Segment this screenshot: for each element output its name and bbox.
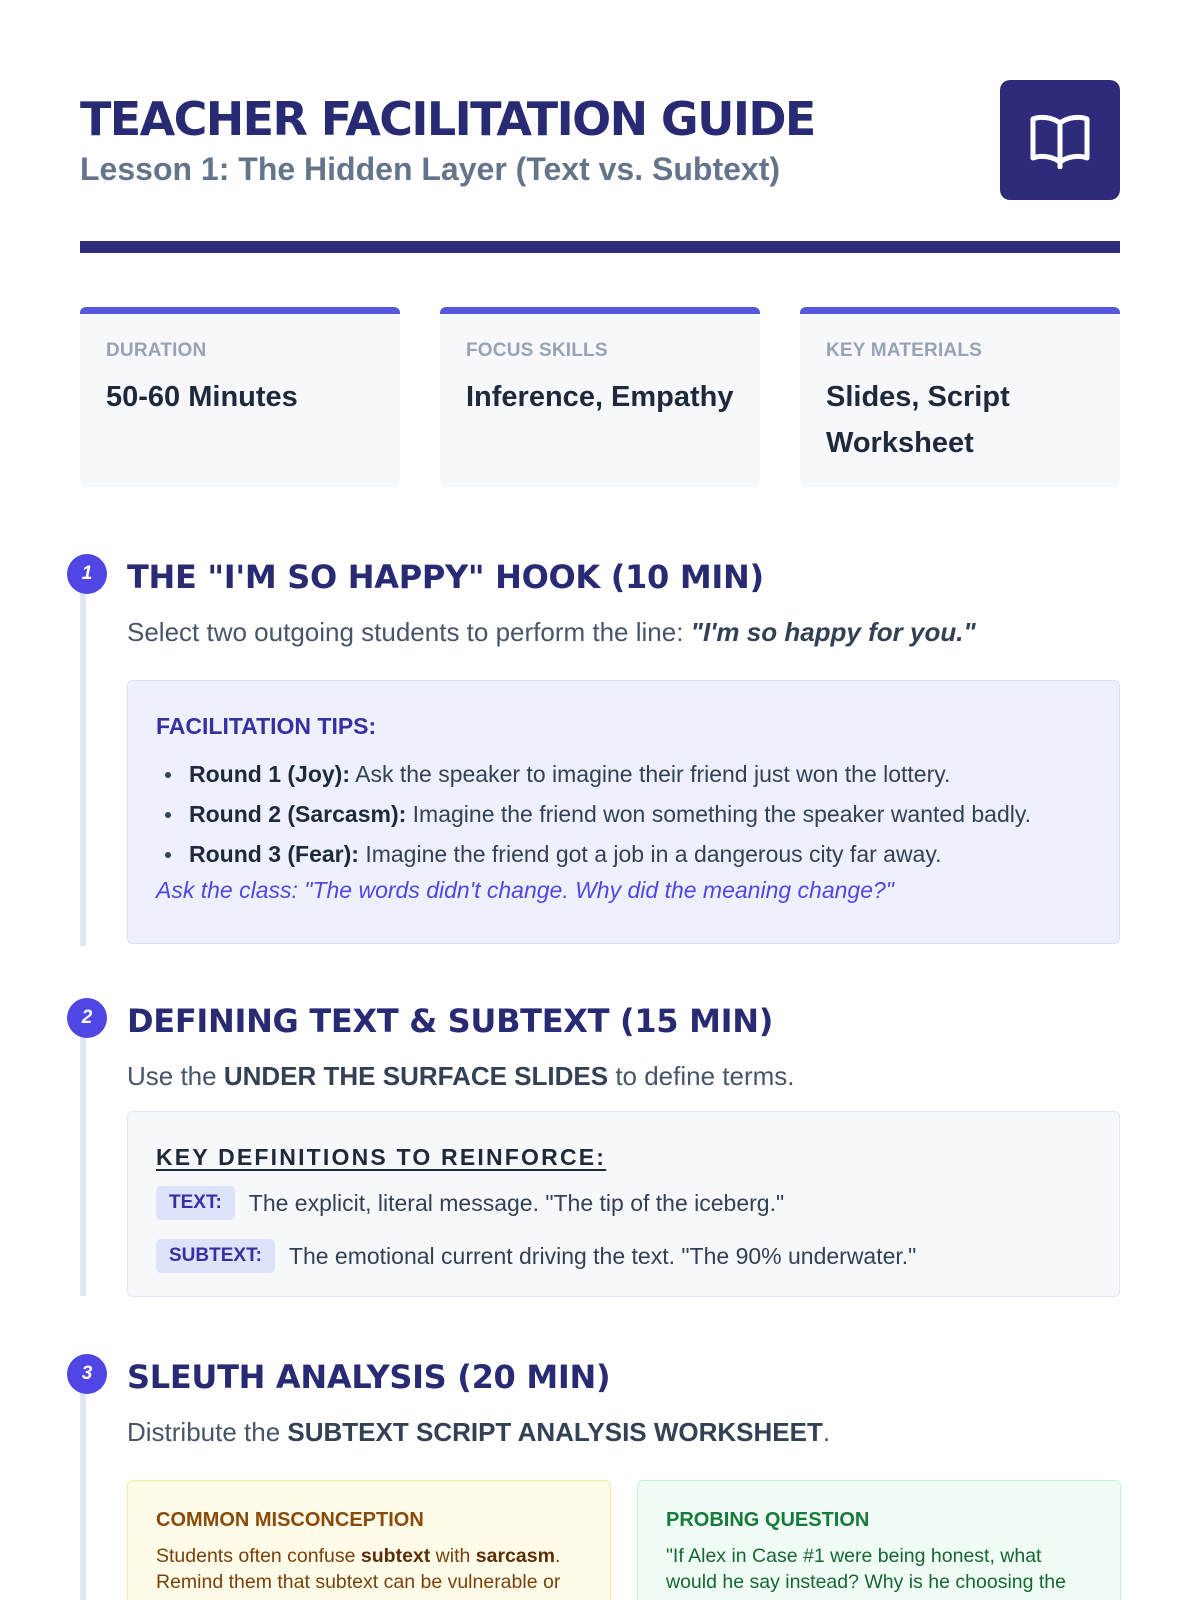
tip-text: Imagine the friend won something the speaker wanted badly. xyxy=(406,801,1032,827)
callout-heading: COMMON MISCONCEPTION xyxy=(156,1509,424,1531)
card-value: 50-60 Minutes xyxy=(106,381,298,413)
callout-emphasis: subtext xyxy=(360,1545,431,1567)
duration-card xyxy=(80,307,400,487)
key-definitions-box xyxy=(127,1111,1120,1297)
header-divider xyxy=(80,241,1120,253)
guide-header xyxy=(80,0,1120,256)
section-rail xyxy=(80,1004,86,1296)
callout-body: "If Alex in Case #1 were being honest, what would he say instead? Why is he choosing the xyxy=(666,1545,1066,1593)
callout-emphasis: sarcasm xyxy=(475,1545,555,1567)
callout-heading: PROBING QUESTION xyxy=(666,1509,870,1531)
tip-label: Round 1 (Joy): xyxy=(189,761,350,787)
card-label: KEY MATERIALS xyxy=(826,340,983,361)
callout-text: . Remind them that subtext can be vulnerable or xyxy=(156,1545,561,1593)
section-rail xyxy=(80,1360,86,1600)
probing-question-callout xyxy=(637,1480,1121,1600)
lesson-info-cards xyxy=(80,307,1120,487)
section-number-badge: 3 xyxy=(67,1354,107,1394)
section-intro xyxy=(127,617,976,648)
definition-text: The explicit, literal message. "The tip of the iceberg." xyxy=(248,1189,785,1216)
section-intro xyxy=(127,1417,830,1448)
quoted-line: "I'm so happy for you." xyxy=(690,617,976,647)
callout-text: Students often confuse xyxy=(156,1545,361,1567)
page-title: TEACHER FACILITATION GUIDE xyxy=(80,92,815,146)
section-number-badge: 2 xyxy=(67,998,107,1038)
tip-label: Round 2 (Sarcasm): xyxy=(189,801,407,827)
section-title: SLEUTH ANALYSIS (20 MIN) xyxy=(127,1358,611,1396)
section-title: DEFINING TEXT & SUBTEXT (15 MIN) xyxy=(127,1002,774,1040)
key-materials-card xyxy=(800,307,1120,487)
intro-text: Select two outgoing students to perform the line: xyxy=(127,617,691,647)
misconception-callout xyxy=(127,1480,611,1600)
intro-text: . xyxy=(822,1417,831,1447)
section-intro xyxy=(127,1061,795,1092)
list-item xyxy=(156,754,1031,794)
worksheet-reference: SUBTEXT SCRIPT ANALYSIS WORKSHEET xyxy=(287,1417,823,1447)
tip-label: Round 3 (Fear): xyxy=(189,841,359,867)
open-book-icon xyxy=(1028,111,1092,169)
tip-text: Ask the speaker to imagine their friend just won the lottery. xyxy=(350,761,951,787)
definitions-heading: KEY DEFINITIONS TO REINFORCE: xyxy=(156,1144,607,1170)
card-label: FOCUS SKILLS xyxy=(466,340,608,361)
card-label: DURATION xyxy=(106,340,207,361)
logo-badge xyxy=(1000,80,1120,200)
intro-text: to define terms. xyxy=(608,1061,795,1091)
callout-body xyxy=(156,1543,582,1595)
tip-text: Imagine the friend got a job in a dangerous city far away. xyxy=(358,841,942,867)
lesson-subtitle: Lesson 1: The Hidden Layer (Text vs. Subtext) xyxy=(80,151,780,187)
intro-text: Distribute the xyxy=(127,1417,288,1447)
slides-reference: UNDER THE SURFACE SLIDES xyxy=(223,1061,609,1091)
section-hook xyxy=(80,550,1120,950)
definition-text: The emotional current driving the text. "The 90% underwater." xyxy=(288,1242,917,1269)
definition-row xyxy=(156,1186,784,1220)
card-value-line: Worksheet xyxy=(826,427,974,459)
class-question: Ask the class: "The words didn't change. Why did the meaning change?" xyxy=(156,877,894,903)
card-value xyxy=(826,374,1094,466)
section-rail xyxy=(80,560,86,946)
card-value-line: Slides, Script xyxy=(826,381,1010,413)
focus-skills-card xyxy=(440,307,760,487)
card-value: Inference, Empathy xyxy=(466,381,734,413)
term-tag: TEXT: xyxy=(156,1186,235,1220)
section-definitions xyxy=(80,994,1120,1304)
section-number-badge: 1 xyxy=(67,554,107,594)
section-title: THE "I'M SO HAPPY" HOOK (10 MIN) xyxy=(127,558,764,596)
callout-text: with xyxy=(430,1545,476,1567)
term-tag: SUBTEXT: xyxy=(156,1239,275,1273)
list-item xyxy=(156,794,1031,834)
definition-row xyxy=(156,1239,916,1273)
list-item xyxy=(156,834,1031,874)
intro-text: Use the xyxy=(127,1061,224,1091)
tips-list xyxy=(156,754,1031,874)
facilitation-tips-box xyxy=(127,680,1120,944)
tips-heading: FACILITATION TIPS: xyxy=(156,713,377,739)
